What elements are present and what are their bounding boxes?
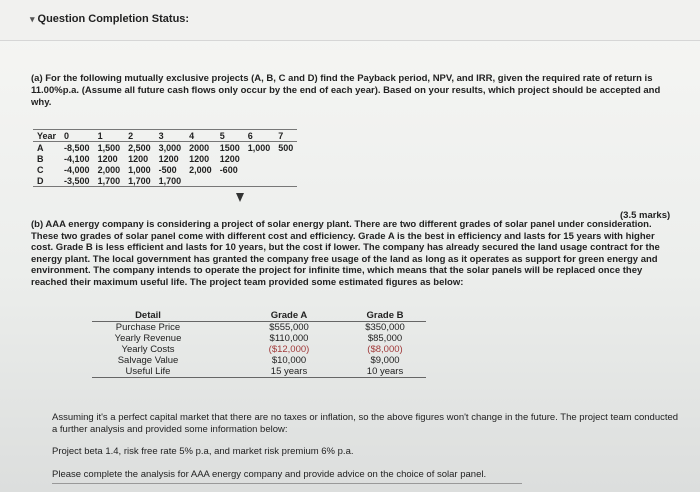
grade-b-value: $350,000 [365,322,405,333]
detail-header-cell: Detail [92,310,204,322]
table-cell: 1200 [97,153,118,164]
table-cell: 1200 [158,153,179,164]
table-cell: 2,000 [189,164,212,175]
grade-b-value: ($8,000) [367,344,403,355]
table-row [33,142,297,154]
table-row [33,175,297,187]
table-cell [216,175,244,187]
table-cell [185,175,216,187]
table-cell: 1500 [219,142,240,153]
cf-header-cell: 0 [60,130,94,142]
detail-header-row [92,310,426,322]
table-row [92,355,426,366]
cash-flow-header-row [33,130,297,142]
detail-label: Purchase Price [115,322,181,333]
cash-flow-table [33,129,297,187]
assumption-paragraph: Assuming it's a perfect capital market that there are no taxes or inflation, so the above figures won't change in the future. The project team conducted a further analysis and provided some information below: [52,412,679,435]
table-cell: C [37,164,44,175]
status-title-text: Question Completion Status: [37,13,190,25]
table-cell: 1,500 [97,142,121,153]
detail-label: Yearly Revenue [114,333,182,344]
cf-header-cell: Year [33,130,60,142]
table-cell [274,153,297,164]
grade-a-value: $10,000 [271,355,307,366]
solar-panel-detail-table [92,310,426,378]
table-cell: 1,700 [155,175,186,187]
table-cell: 1200 [128,153,149,164]
table-row [92,366,426,378]
question-completion-status[interactable] [30,13,189,25]
cf-header-cell: 2 [124,130,155,142]
cf-header-cell: 6 [244,130,275,142]
table-cell: -4,100 [64,153,90,164]
table-cell [244,175,275,187]
grade-b-value: $85,000 [367,333,403,344]
cf-header-cell: 7 [274,130,297,142]
table-cell [244,164,275,175]
detail-label: Useful Life [92,366,204,378]
question-a-text: (a) For the following mutually exclusive projects (A, B, C and D) find the Payback period, NPV, and IRR, given the required rate of return is 11.00%p.a. (Assume all future cash flows only occur by the end of each year). Based on your results, which project should be accepted and why. [31,73,661,108]
grade-b-header: Grade B [340,310,426,322]
detail-label: Yearly Costs [121,344,175,355]
table-cell: 1,700 [94,175,125,187]
table-row [33,153,297,164]
table-cell: -600 [219,164,238,175]
table-cell: B [37,153,44,164]
table-cell: A [37,142,44,153]
table-cell: 2,000 [97,164,121,175]
table-cell: 3,000 [158,142,182,153]
divider [52,483,522,484]
instruction-paragraph: Please complete the analysis for AAA energy company and provide advice on the choice of solar panel. [52,469,487,480]
cf-header-cell: 5 [216,130,244,142]
table-cell: 1200 [189,153,210,164]
grade-b-value: $9,000 [370,355,400,366]
table-cell: 1200 [219,153,240,164]
table-row [92,344,426,355]
table-cell [244,153,275,164]
cf-header-cell: 4 [185,130,216,142]
mouse-pointer-icon [236,193,244,202]
chevron-down-icon[interactable]: ▾ [30,14,35,24]
beta-info-paragraph: Project beta 1.4, risk free rate 5% p.a, and market risk premium 6% p.a. [52,446,354,457]
table-cell: -8,500 [64,142,90,153]
table-cell: 1,000 [128,164,151,175]
table-cell: -3,500 [60,175,94,187]
grade-a-value: 15 years [204,366,340,378]
table-cell: 2,500 [128,142,151,153]
grade-a-value: ($12,000) [268,344,310,355]
table-cell [274,164,297,175]
marks-label: (3.5 marks) [620,210,671,221]
table-row [92,322,426,334]
grade-a-value: $110,000 [269,333,309,344]
table-cell: 2000 [189,142,210,153]
table-row [92,333,426,344]
table-cell: -4,000 [64,164,90,175]
question-b-text: (b) AAA energy company is considering a project of solar energy plant. There are two different grades of solar panel under consideration. These two grades of solar panel come with different cost and efficiency. Grade A is the best in efficiency and lasts for 15 years with higher cost. Grade B is less efficient and lasts for 10 years, but the cost if lower. The company has already secured the land usage contract for the energy plant. The local government has granted the company free usage of the land as long as it operates as support for green energy and environment. The company intends to operate the project for infinite time, which means that the solar panels will be replaced once they reached their maximum useful life. The project team provided some estimated figures as below: [31,219,660,288]
table-cell: 500 [278,142,294,153]
cf-header-cell: 3 [155,130,186,142]
question-status-bar [0,0,700,41]
table-row [33,164,297,175]
detail-label: Salvage Value [117,355,179,366]
table-cell: 1,000 [247,142,271,153]
cf-header-cell: 1 [94,130,125,142]
grade-b-value: 10 years [340,366,426,378]
table-cell: D [33,175,60,187]
grade-a-value: $555,000 [269,322,309,333]
table-cell [274,175,297,187]
table-cell: -500 [158,164,177,175]
table-cell: 1,700 [124,175,155,187]
grade-a-header: Grade A [204,310,340,322]
